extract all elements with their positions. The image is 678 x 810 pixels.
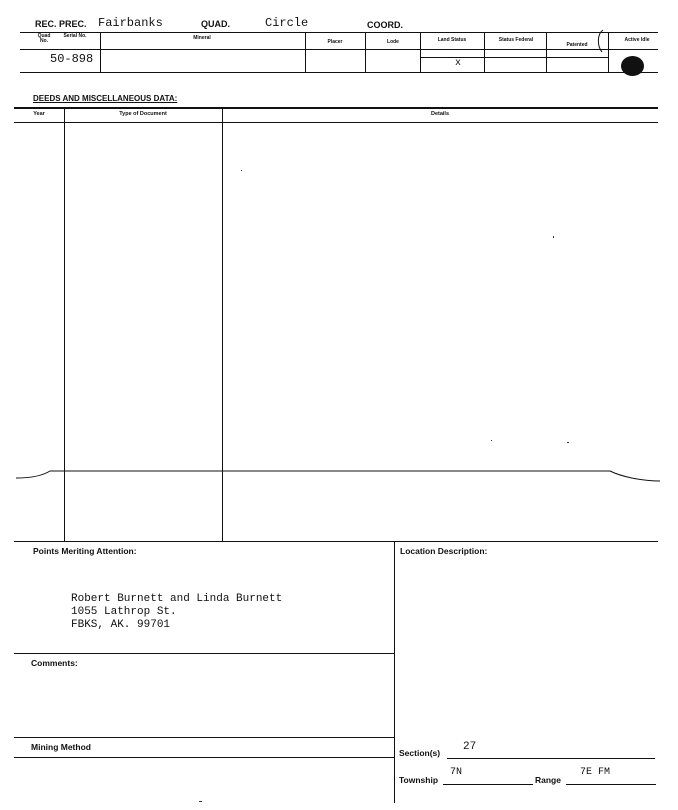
quad-serial-value: 50-898	[50, 52, 94, 66]
speck	[567, 442, 569, 443]
township-value: 7N	[450, 767, 463, 778]
address-line-3: FBKS, AK. 99701	[71, 619, 171, 631]
section-value-line	[447, 758, 655, 759]
deeds-header-rule	[14, 122, 658, 123]
col-land-status: Land Status	[437, 37, 467, 43]
bottom-center-divider	[394, 541, 395, 803]
range-value-line	[566, 784, 656, 785]
township-value-line	[443, 784, 533, 785]
range-value: 7E FM	[580, 767, 611, 778]
address-line-2: 1055 Lathrop St.	[71, 606, 177, 618]
col-serial-no: Serial No.	[63, 33, 87, 39]
speck	[553, 236, 554, 238]
col-divider-lode	[365, 32, 366, 72]
comments-label: Comments:	[31, 658, 78, 668]
rec-prec-label: REC. PREC.	[35, 19, 87, 29]
deeds-col-details: Details	[430, 111, 450, 117]
col-status-federal: Status Federal	[498, 37, 534, 43]
deeds-section-title: DEEDS AND MISCELLANEOUS DATA:	[33, 94, 178, 103]
col-lode: Lode	[387, 39, 399, 45]
section-label: Section(s)	[399, 748, 441, 758]
mining-method-label: Mining Method	[31, 742, 91, 752]
deeds-top-rule	[14, 107, 658, 109]
section-value: 27	[463, 741, 477, 753]
col-divider-placer	[305, 32, 306, 72]
speck	[241, 170, 242, 171]
deeds-col-type: Type of Document	[119, 111, 167, 117]
bottom-top-rule	[14, 541, 658, 542]
col-divider-active	[608, 32, 609, 72]
col-divider-land	[420, 32, 421, 72]
fold-line	[0, 460, 678, 490]
points-label: Points Meriting Attention:	[33, 546, 137, 556]
quad-value: Circle	[265, 16, 309, 30]
col-active-idle: Active Idle	[624, 37, 650, 43]
quad-label: QUAD.	[201, 19, 230, 29]
speck	[199, 801, 202, 802]
deeds-col-year: Year	[33, 111, 45, 117]
coord-label: COORD.	[367, 20, 403, 30]
location-label: Location Description:	[400, 546, 488, 556]
comments-rule	[14, 653, 394, 654]
land-status-mark: x	[455, 58, 462, 69]
header-bottom-rule	[20, 72, 658, 73]
speck	[491, 440, 492, 441]
mining-value-rule	[14, 757, 394, 758]
col-patented: Patented	[566, 42, 588, 48]
active-filled-dot	[621, 56, 644, 76]
range-label: Range	[535, 775, 561, 785]
col-quad-no: Quad No.	[37, 33, 51, 44]
col-divider-federal	[484, 32, 485, 72]
rec-prec-value: Fairbanks	[98, 16, 163, 30]
header-top-rule	[20, 32, 658, 33]
col-divider-patented	[546, 32, 547, 72]
header-sub-rule	[420, 57, 608, 58]
township-label: Township	[399, 775, 439, 785]
col-divider-mineral	[100, 32, 101, 72]
address-line-1: Robert Burnett and Linda Burnett	[71, 593, 283, 605]
bracket-mark	[594, 28, 606, 54]
col-placer: Placer	[327, 39, 343, 45]
col-mineral: Mineral	[193, 35, 211, 41]
header-mid-rule	[20, 49, 658, 50]
mining-rule	[14, 737, 394, 738]
